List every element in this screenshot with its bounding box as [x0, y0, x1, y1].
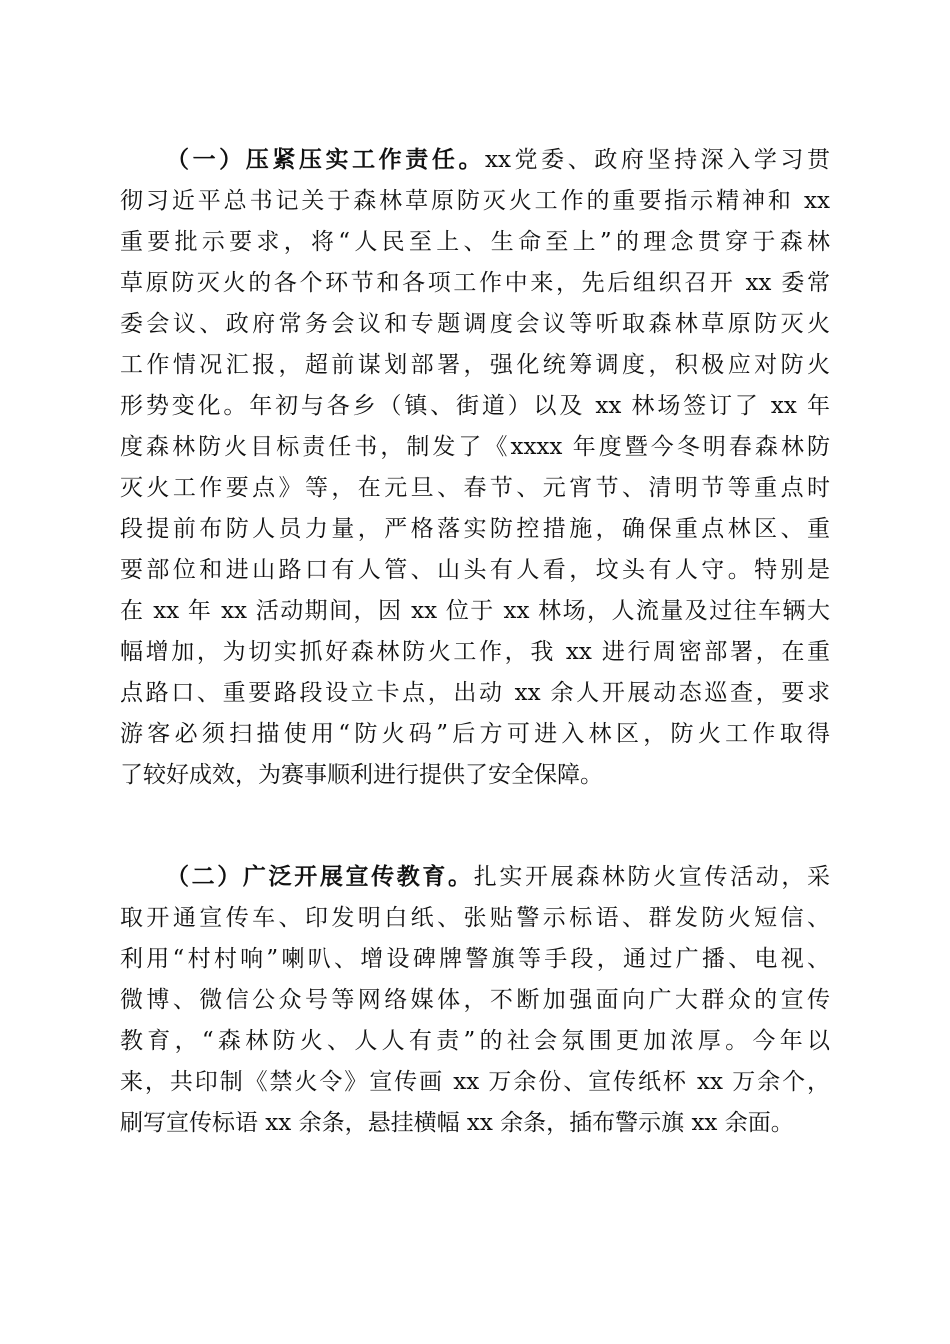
text-line: 扎实开展森林防火宣传活动，采 — [473, 864, 830, 890]
paragraph-heading: （一）压紧压实工作责任。 — [166, 147, 486, 173]
text-line: 刷写宣传标语 xx 余条，悬挂横幅 xx 余条，插布警示旗 xx 余面。 — [120, 1110, 794, 1136]
text-line: 教育，“森林防火、人人有责”的社会氛围更加浓厚。今年以 — [120, 1028, 830, 1054]
paragraph-first-line — [120, 140, 830, 181]
text-line: 来，共印制《禁火令》宣传画 xx 万余份、宣传纸杯 xx 万余个， — [120, 1069, 830, 1095]
text-line: 了较好成效，为赛事顺利进行提供了安全保障。 — [120, 762, 603, 788]
text-line: xx党委、政府坚持深入学习贯 — [485, 147, 830, 173]
text-line: 委会议、政府常务会议和专题调度会议等听取森林草原防灭火 — [120, 311, 830, 337]
text-line: 度森林防火目标责任书，制发了《xxxx 年度暨今冬明春森林防 — [120, 434, 830, 460]
text-line: 游客必须扫描使用“防火码”后方可进入林区，防火工作取得 — [120, 721, 830, 747]
text-line: 灭火工作要点》等，在元旦、春节、元宵节、清明节等重点时 — [120, 475, 830, 501]
text-line: 在 xx 年 xx 活动期间，因 xx 位于 xx 林场，人流量及过往车辆大 — [120, 598, 830, 624]
text-line: 形势变化。年初与各乡（镇、街道）以及 xx 林场签订了 xx 年 — [120, 393, 830, 419]
paragraph-heading: （二）广泛开展宣传教育。 — [166, 864, 474, 890]
paragraph-work-responsibility — [120, 140, 830, 796]
paragraph-first-line — [120, 857, 830, 898]
text-line: 取开通宣传车、印发明白纸、张贴警示标语、群发防火短信、 — [120, 905, 830, 931]
text-line: 利用“村村响”喇叭、增设碑牌警旗等手段，通过广播、电视、 — [120, 946, 830, 972]
text-line: 草原防灭火的各个环节和各项工作中来，先后组织召开 xx 委常 — [120, 270, 830, 296]
text-line: 幅增加，为切实抓好森林防火工作，我 xx 进行周密部署，在重 — [120, 639, 830, 665]
text-line: 工作情况汇报，超前谋划部署，强化统筹调度，积极应对防火 — [120, 352, 830, 378]
text-line: 重要批示要求，将“人民至上、生命至上”的理念贯穿于森林 — [120, 229, 830, 255]
text-line: 微博、微信公众号等网络媒体，不断加强面向广大群众的宣传 — [120, 987, 830, 1013]
text-line: 彻习近平总书记关于森林草原防灭火工作的重要指示精神和 xx — [120, 188, 830, 214]
text-line: 点路口、重要路段设立卡点，出动 xx 余人开展动态巡查，要求 — [120, 680, 830, 706]
paragraph-publicity-education — [120, 857, 830, 1144]
text-line: 段提前布防人员力量，严格落实防控措施，确保重点林区、重 — [120, 516, 830, 542]
text-line: 要部位和进山路口有人管、山头有人看，坟头有人守。特别是 — [120, 557, 830, 583]
